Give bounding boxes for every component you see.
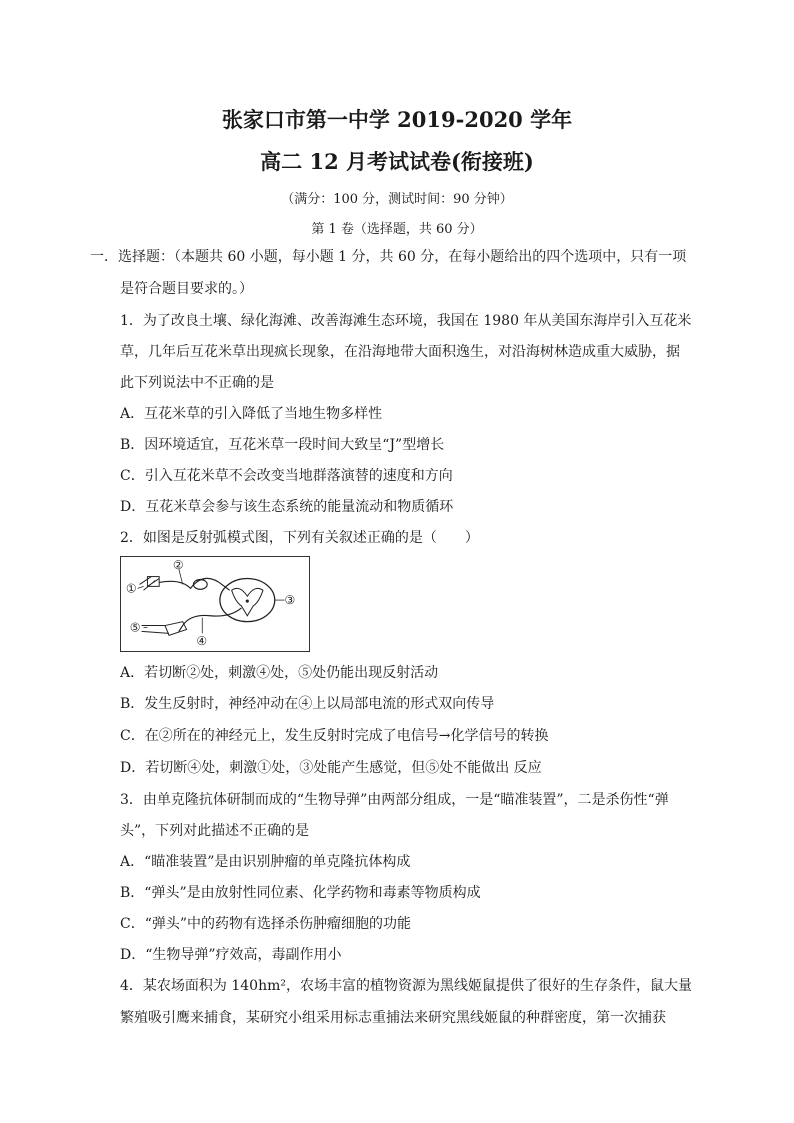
q1-option-a: A．互花米草的引入降低了当地生物多样性	[120, 406, 383, 422]
q1-option-c: C．引入互花米草不会改变当地群落演替的速度和方向	[120, 468, 453, 484]
q2-option-b: B．发生反射时，神经冲动在④上以局部电流的形式双向传导	[120, 696, 495, 712]
q3-stem-line2: 头”，下列对此描述不正确的是	[120, 823, 310, 839]
q1-option-b: B．因环境适宜，互花米草一段时间大致呈“J”型增长	[120, 437, 445, 453]
diagram-label-3: ③	[284, 593, 296, 607]
diagram-label-5: ⑤	[129, 620, 141, 635]
q1-option-d: D．互花米草会参与该生态系统的能量流动和物质循环	[120, 499, 454, 515]
q2-option-d: D．若切断④处，刺激①处，③处能产生感觉，但⑤处不能做出 反应	[120, 760, 542, 776]
exam-meta: （满分：100 分，测试时间：90 分钟）	[281, 192, 513, 207]
q4-stem-line1: 4．某农场面积为 140hm²，农场丰富的植物资源为黑线姬鼠提供了很好的生存条件，鼠大量	[120, 978, 692, 994]
q2-stem: 2．如图是反射弧模式图，下列有关叙述正确的是（ ）	[120, 530, 479, 546]
q3-option-b: B．“弹头”是由放射性同位素、化学药物和毒素等物质构成	[120, 885, 481, 901]
exam-part-label: 第 1 卷（选择题，共 60 分）	[311, 222, 483, 237]
q3-option-d: D．“生物导弹”疗效高，毒副作用小	[120, 947, 342, 963]
q2-option-c: C．在②所在的神经元上，发生反射时完成了电信号→化学信号的转换	[120, 728, 549, 744]
q2-option-a: A．若切断②处，刺激④处，⑤处仍能出现反射活动	[120, 665, 439, 681]
exam-title-line1: 张家口市第一中学 2019-2020 学年	[221, 107, 573, 132]
q3-option-a: A．“瞄准装置”是由识别肿瘤的单克隆抗体构成	[120, 854, 411, 870]
diagram-label-1: ①	[125, 581, 137, 596]
diagram-label-4: ④	[196, 634, 207, 649]
q3-stem-line1: 3．由单克隆抗体研制而成的“生物导弹”由两部分组成，一是“瞄准装置”，二是杀伤性“弹	[120, 792, 669, 808]
section-intro-line1: 一．选择题：（本题共 60 小题，每小题 1 分，共 60 分，在每小题给出的四个选项中，只有一项	[90, 249, 687, 265]
q3-option-c: C．“弹头”中的药物有选择杀伤肿瘤细胞的功能	[120, 916, 412, 932]
q1-stem-line1: 1．为了改良土壤、绿化海滩、改善海滩生态环境，我国在 1980 年从美国东海岸引入互花米	[120, 313, 692, 329]
exam-title-line2: 高二 12 月考试试卷(衔接班)	[260, 149, 534, 174]
section-intro-line2: 是符合题目要求的。）	[120, 281, 253, 297]
reflex-arc-diagram	[120, 556, 310, 652]
diagram-label-2: ②	[172, 557, 184, 572]
q1-stem-line2: 草，几年后互花米草出现疯长现象，在沿海地带大面积逸生，对沿海树林造成重大威胁，据	[120, 344, 680, 360]
q1-stem-line3: 此下列说法中不正确的是	[120, 375, 274, 391]
q4-stem-line2: 繁殖吸引鹰来捕食，某研究小组采用标志重捕法来研究黑线姬鼠的种群密度，第一次捕获	[120, 1010, 666, 1026]
reflex-arc-figure	[121, 557, 309, 651]
